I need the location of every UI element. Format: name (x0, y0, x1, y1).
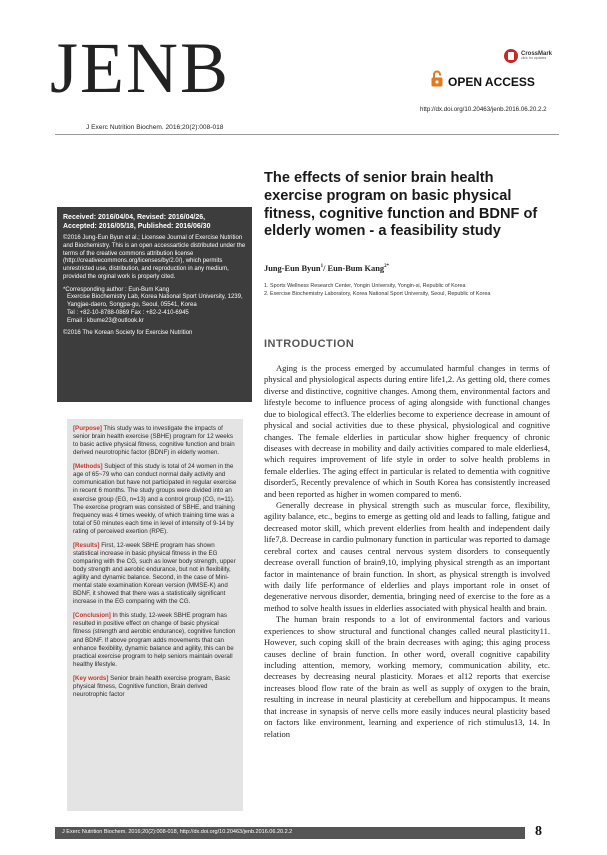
abstract-box (67, 419, 243, 811)
body-paragraph: The human brain responds to a lot of environmental factors and various experiences to show structural and functional changes called neural plasticity11. However, such coping skill of the brain decreases with aging; this aging process causes decline of brain function. In other word, overall cognitive capability including attention, memory, working memory, communication ability, etc. decreases by decreasing neural plasticity. Moraes et al12 reports that exercise increases blood flow rate of the brain as well as supply of oxygen to the brain, resulting in increase in neural plasticity at cerebellum and hippocampus. It means that increase in synapsis of nerve cells more easily induces neural plasticity based on factors like environment, learning and experience of rich stimulus13, 14. In relation (264, 614, 550, 739)
page-number: 8 (535, 824, 542, 839)
abstract-purpose: [Purpose] This study was to investigate the impacts of senior brain health exercise (SBHE) program for 12 weeks to basic active physical fitness, cognitive function and brain derived neurotrophic factor (BDNF) in elderly women. (73, 425, 235, 457)
abstract-conclusion: [Conclusion] In this study, 12-week SBHE program has resulted in positive effect on change of basic physical fitness (strength and aerobic endurance), cognitive function and BDNF. If above program adds movements that can enhance flexibility, dynamic balance and agility, this can be practical exercise program to help seniors maintain overall healthy lifestyle. (73, 612, 236, 668)
crossmark-icon (504, 49, 518, 63)
license-text: ©2016 Jung-Eun Byun et al.; Licensee Journal of Exercise Nutrition and Biochemistry. This is an open accessarticle distributed under the terms of the creative commons attribution license (http://creativecommons.org/licenses/by/2.0/), which permits unrestricted use, distribution, and reproduction in any medium, provided the orginal work is properly cited. (63, 234, 246, 280)
body-paragraph: Generally decrease in physical strength such as muscular force, flexibility, agility balance, etc., begins to emerge as getting old and leads to falling, fatigue and decreased motor skill, which prevent elderlies from health and independent daily life7,8. Decrease in cardio pulmonary function in particular was reported to damage cerebral cortex and causes central nervous system disorders to consequently decrease overall function of brain9,10, implying physical strength as an important factor in maintenance of brain function. In short, as physical strength is involved with daily life performance of elderlies and plays important role in onset of degenerative nervous disorder, dementia, bringing need of exercise to the fore as a method to solve health issues in elderlies associated with physical health and brain. (264, 500, 550, 613)
introduction-body (264, 363, 550, 817)
crossmark-sub: click for updates (521, 56, 547, 61)
society-copyright: ©2016 The Korean Society for Exercise Nutrition (63, 329, 193, 336)
author-2: Eun-Bum Kang (327, 264, 385, 273)
abstract-keywords: [Key words] Senior brain health exercise program, Basic physical fitness, Cognitive function, Brain derived neurotrophic factor (73, 674, 231, 698)
abstract-results: [Results] First, 12-week SBHE program has shown statistical increase in basic physical fitness in the EG comparing with the CG, such as lower body strength, upper body strength and aerobic endurance, but not in flexibility, agility and dynamic balance. Second, in the case of Mini-mental state examination Korean version (MMSE-K) and BDNF, it showed that there was a statistically significant increase in the EG comparing with the CG. (73, 541, 236, 606)
abstract-methods: [Methods] Subject of this study is total of 24 women in the age of 65~79 who can conduct normal daily activity and communication but have not participated in regular exercise in recent 6 months. The study groups were divided into an exercise group (EG, n=13) and a control group (CG, n=11). The exercise program was consisted of SBHE, and training frequency was 4 times weekly, of which training time was a total of 50 minutes each time in level of intensity of 9-14 by rating of perceived exertion (RPE). (73, 463, 237, 535)
section-heading-introduction: INTRODUCTION (264, 338, 355, 350)
journal-logo: JENB (50, 28, 231, 108)
article-dates: Received: 2016/04/04, Revised: 2016/04/26, Accepted: 2016/05/18, Published: 2016/06/30 (63, 214, 211, 230)
body-paragraph: Aging is the process emerged by accumulated harmful changes in terms of physical and physiological aspects during entire life1,2. As getting old, there comes diverse and distinctive, cognitive changes. Among them, environmental factors and lifestyle become to influence process of aging alongside with functional changes due to biological effect3. The elderlies become to experience decrease in amount of physical and social activities due to these physical, physiological and cognitive changes. The female elderlies in particular show higher frequency of chronic diseases with decrease in mobility and daily activities compared to male elderlies4, which requires improvement of life style in order to solve health problems in female elderlies. The aging effect in particular is related to dementia with cognitive disorder5, Recently prevalence of which in South Korea has consistently increased and been reported as higher in women compared to men6. (264, 363, 550, 499)
crossmark-label: CrossMark (521, 51, 553, 58)
footer-citation: J Exerc Nutrition Biochem. 2016;20(2):008-018, http://dx.doi.org/10.20463/jenb.2016.06.20.2.2 (62, 829, 293, 835)
affiliation-1: 1. Sports Wellness Research Center, Yongin University, Yongin-si, Republic of Korea (264, 283, 466, 289)
header-divider (55, 134, 559, 135)
author-list: Jung-Eun Byun$^1$/ Eun-Bum Kang$^{2*}$ (264, 264, 390, 273)
journal-citation: J Exerc Nutrition Biochem. 2016;20(2):008-018 (86, 124, 224, 131)
corresponding-author: *Corresponding author : Eun-Bum Kang Exercise Biochemistry Lab, Korea National Sport University, 1239, Yangjae-daero, Songpa-gu, Seoul, 05541, Korea Tel : +82-10-8788-0869 Fax : +82-2-410-6945 Email : kbume23@outlook.kr (63, 286, 243, 324)
crossmark-badge[interactable] (504, 47, 564, 65)
author-separator: / (323, 264, 328, 273)
article-title: The effects of senior brain health exercise program on basic physical fitness, cognitive function and BDNF of elderly women - a feasibility study (264, 170, 538, 240)
open-access-label: OPEN ACCESS (448, 75, 535, 89)
article-info-box (57, 207, 252, 402)
doi-link[interactable]: http://dx.doi.org/10.20463/jenb.2016.06.20.2.2 (420, 106, 547, 113)
affiliations (264, 282, 490, 299)
affiliation-2: 2. Exercise Biochemistry Laboratory, Korea National Sport University, Seoul, Republic of Korea (264, 291, 491, 298)
open-access-lock-icon (431, 70, 443, 87)
author-1: Jung-Eun Byun (264, 264, 321, 273)
